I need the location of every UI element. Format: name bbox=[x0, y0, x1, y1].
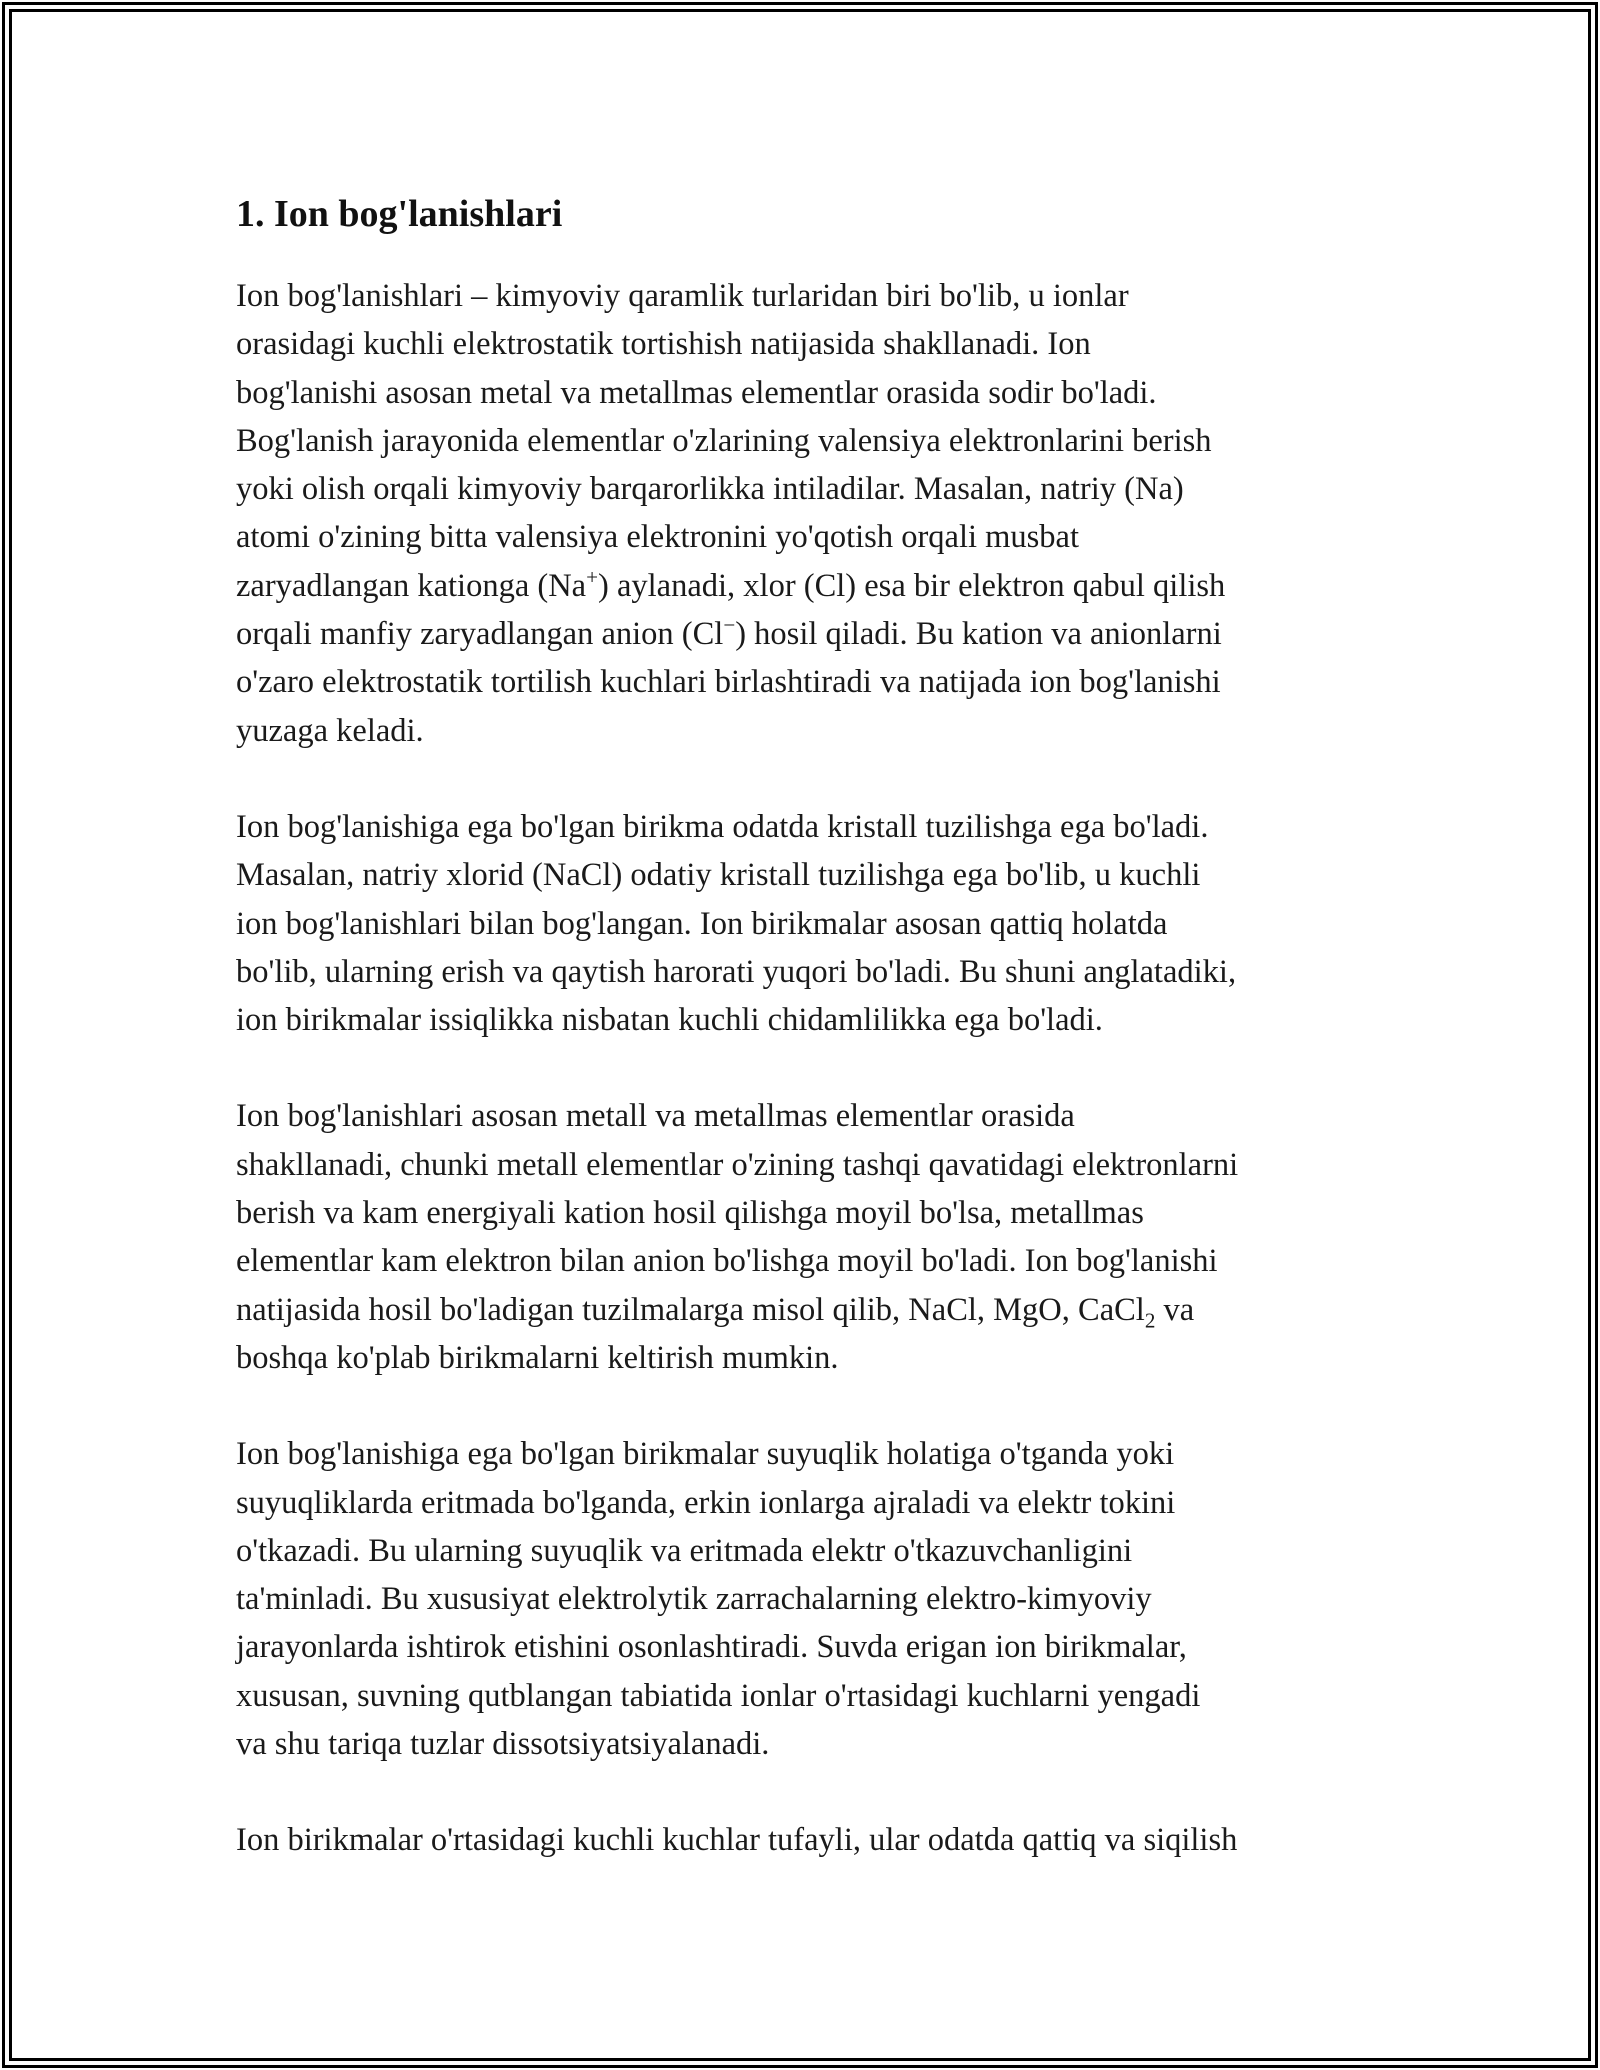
text-run: natijasida hosil bo'ladigan tuzilmalarga misol qilib, NaCl, MgO, CaCl bbox=[236, 1291, 1145, 1328]
text-run: orqali manfiy zaryadlangan anion (Cl bbox=[236, 616, 724, 653]
text-line: ion birikmalar issiqlikka nisbatan kuchli chidamlilikka ega bo'ladi. bbox=[236, 1002, 1103, 1039]
text-line: Ion bog'lanishiga ega bo'lgan birikma odatda kristall tuzilishga ega bo'ladi. bbox=[236, 808, 1209, 845]
text-line bbox=[236, 610, 1386, 658]
text-line: atomi o'zining bitta valensiya elektronini yo'qotish orqali musbat bbox=[236, 519, 1080, 556]
text-run: zaryadlangan kationga (Na bbox=[236, 567, 587, 604]
text-line: orasidagi kuchli elektrostatik tortishish natijasida shakllanadi. Ion bbox=[236, 326, 1091, 363]
text-line: o'tkazadi. Bu ularning suyuqlik va eritmada elektr o'tkazuvchanligini bbox=[236, 1532, 1133, 1569]
text-line: shakllanadi, chunki metall elementlar o'zining tashqi qavatidagi elektronlarni bbox=[236, 1146, 1239, 1183]
text-run: va bbox=[1155, 1291, 1195, 1328]
paragraph-1 bbox=[236, 272, 1386, 755]
text-line: yoki olish orqali kimyoviy barqarorlikka intiladilar. Masalan, natriy (Na) bbox=[236, 471, 1184, 508]
paragraph-3 bbox=[236, 1092, 1386, 1382]
text-line: Ion birikmalar o'rtasidagi kuchli kuchlar tufayli, ular odatda qattiq va siqilish bbox=[236, 1822, 1238, 1859]
text-line: yuzaga keladi. bbox=[236, 712, 424, 749]
text-line: Masalan, natriy xlorid (NaCl) odatiy kristall tuzilishga ega bo'lib, u kuchli bbox=[236, 857, 1201, 894]
paragraph-2 bbox=[236, 803, 1386, 1044]
text-line bbox=[236, 1286, 1386, 1334]
subscript-index: 2 bbox=[1144, 1308, 1156, 1333]
text-line: xususan, suvning qutblangan tabiatida ionlar o'rtasidagi kuchlarni yengadi bbox=[236, 1677, 1201, 1714]
document-body bbox=[236, 186, 1386, 1913]
text-line: ta'minladi. Bu xususiyat elektrolytik zarrachalarning elektro-kimyoviy bbox=[236, 1581, 1152, 1618]
superscript-charge: + bbox=[586, 564, 599, 589]
text-run: ) aylanadi, xlor (Cl) esa bir elektron qabul qilish bbox=[598, 567, 1226, 604]
paragraph-5 bbox=[236, 1816, 1386, 1864]
text-line: bo'lib, ularning erish va qaytish harorati yuqori bo'ladi. Bu shuni anglatadiki, bbox=[236, 953, 1237, 990]
text-run: ) hosil qiladi. Bu kation va anionlarni bbox=[735, 616, 1222, 653]
text-line: boshqa ko'plab birikmalarni keltirish mumkin. bbox=[236, 1339, 839, 1376]
text-line: jarayonlarda ishtirok etishini osonlashtiradi. Suvda erigan ion birikmalar, bbox=[236, 1629, 1187, 1666]
text-line: ion bog'lanishlari bilan bog'langan. Ion birikmalar asosan qattiq holatda bbox=[236, 905, 1168, 942]
text-line: Ion bog'lanishlari asosan metall va metallmas elementlar orasida bbox=[236, 1098, 1075, 1135]
text-line: o'zaro elektrostatik tortilish kuchlari birlashtiradi va natijada ion bog'lanishi bbox=[236, 664, 1221, 701]
text-line: suyuqliklarda eritmada bo'lganda, erkin ionlarga ajraladi va elektr tokini bbox=[236, 1484, 1176, 1521]
text-line: elementlar kam elektron bilan anion bo'lishga moyil bo'ladi. Ion bog'lanishi bbox=[236, 1243, 1218, 1280]
paragraph-4 bbox=[236, 1430, 1386, 1768]
text-line: Ion bog'lanishlari – kimyoviy qaramlik turlaridan biri bo'lib, u ionlar bbox=[236, 278, 1129, 314]
text-line: bog'lanishi asosan metal va metallmas elementlar orasida sodir bo'ladi. bbox=[236, 374, 1157, 411]
text-line: Bog'lanish jarayonida elementlar o'zlarining valensiya elektronlarini berish bbox=[236, 422, 1212, 459]
text-line: va shu tariqa tuzlar dissotsiyatsiyalanadi. bbox=[236, 1726, 770, 1763]
superscript-charge: − bbox=[723, 613, 736, 638]
text-line: berish va kam energiyali kation hosil qilishga moyil bo'lsa, metallmas bbox=[236, 1195, 1144, 1232]
text-line: Ion bog'lanishiga ega bo'lgan birikmalar suyuqlik holatiga o'tganda yoki bbox=[236, 1436, 1175, 1473]
section-heading: 1. Ion bog'lanishlari bbox=[236, 193, 563, 235]
text-line bbox=[236, 562, 1386, 610]
